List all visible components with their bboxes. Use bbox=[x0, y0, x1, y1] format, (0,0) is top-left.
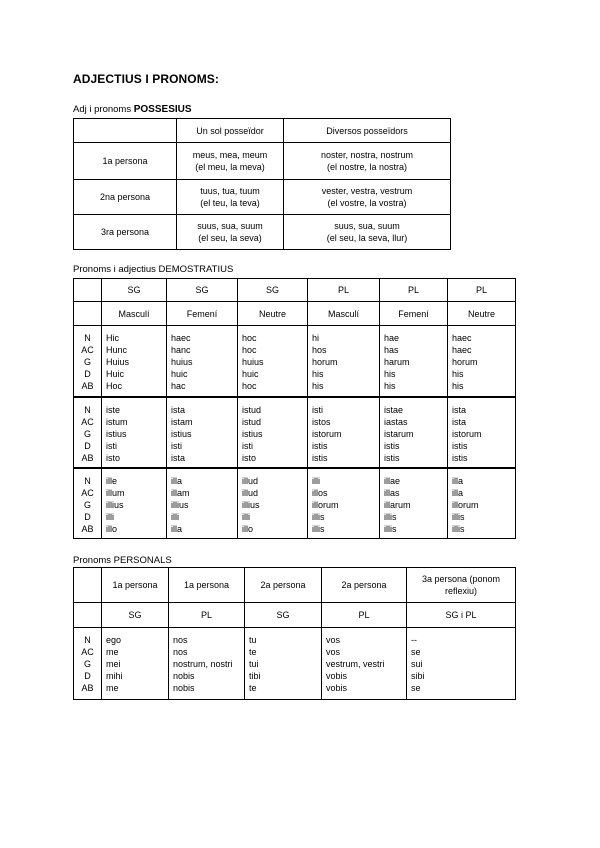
form-word: ista bbox=[452, 416, 467, 427]
demostratius-number-header: SG bbox=[238, 279, 308, 302]
case-label: N bbox=[84, 475, 91, 486]
form-word: isti bbox=[312, 404, 323, 415]
demostratius-form-cell bbox=[380, 468, 448, 539]
demostratius-form-cell bbox=[102, 468, 167, 539]
form-word: istis bbox=[452, 452, 468, 463]
form-word: istorum bbox=[452, 428, 482, 439]
demostratius-gender-header: Neutre bbox=[448, 302, 516, 326]
form-word: illud bbox=[242, 475, 259, 486]
personals-form-cell bbox=[245, 628, 322, 700]
form-word: haec bbox=[452, 333, 472, 343]
possessius-caption bbox=[73, 104, 192, 115]
form-word: istis bbox=[452, 440, 468, 451]
cell-line: vester, vestra, vestrum bbox=[321, 186, 413, 196]
case-label: N bbox=[84, 333, 91, 343]
form-word: illius bbox=[171, 499, 189, 510]
form-word: illo bbox=[242, 523, 254, 534]
form-word: nostrum, nostri bbox=[173, 659, 233, 669]
form-word: tibi bbox=[249, 671, 261, 681]
form-word: illa bbox=[171, 475, 183, 486]
form-word: tui bbox=[249, 659, 259, 669]
personals-person-header: 1a persona bbox=[169, 568, 245, 603]
personals-number-header: PL bbox=[322, 603, 407, 628]
demostratius-caption: Pronoms i adjectius DEMOSTRATIUS bbox=[73, 264, 234, 275]
demostratius-gender-header: Femení bbox=[380, 302, 448, 326]
personals-case-labels bbox=[74, 628, 102, 700]
form-word: illis bbox=[452, 523, 465, 534]
form-word: illarum bbox=[384, 499, 411, 510]
form-word: hi bbox=[312, 333, 320, 343]
form-word: horum bbox=[312, 357, 338, 367]
personals-person-header: 3a persona (ponom reflexiu) bbox=[407, 568, 516, 603]
form-word: me bbox=[106, 647, 119, 657]
form-word: Hunc bbox=[106, 345, 128, 355]
form-word: illa bbox=[171, 523, 183, 534]
possessius-cell-diversos bbox=[284, 215, 451, 250]
possessius-caption-prefix: Adj i pronoms bbox=[73, 104, 134, 115]
form-word: istarum bbox=[384, 428, 414, 439]
form-word: his bbox=[452, 381, 464, 391]
form-word: horum bbox=[452, 357, 478, 367]
cell-line: suus, sua, suum bbox=[197, 221, 263, 231]
possessius-header-blank bbox=[74, 119, 177, 143]
form-word: vobis bbox=[326, 683, 348, 693]
form-word: hanc bbox=[171, 345, 191, 355]
case-label: AB bbox=[81, 523, 94, 534]
form-word: huius bbox=[242, 357, 264, 367]
possessius-row-label: 1a persona bbox=[74, 143, 177, 180]
form-word: Hic bbox=[106, 333, 119, 343]
form-word: istud bbox=[242, 416, 262, 427]
form-word: haec bbox=[452, 345, 472, 355]
case-label: N bbox=[84, 404, 91, 415]
cell-line: suus, sua, suum bbox=[334, 221, 400, 231]
form-word: hos bbox=[312, 345, 327, 355]
form-word: ista bbox=[171, 452, 186, 463]
case-label: AC bbox=[81, 647, 94, 657]
form-word: isti bbox=[106, 440, 117, 451]
form-word: vos bbox=[326, 647, 341, 657]
personals-form-cell bbox=[102, 628, 169, 700]
demostratius-case-labels bbox=[74, 326, 102, 397]
demostratius-form-cell bbox=[238, 326, 308, 397]
form-word: Huius bbox=[106, 357, 130, 367]
possessius-cell-sol bbox=[177, 143, 284, 180]
form-word: hae bbox=[384, 333, 400, 343]
demostratius-gender-header: Femení bbox=[167, 302, 238, 326]
page-title: ADJECTIUS I PRONOMS: bbox=[73, 72, 220, 86]
case-label: AC bbox=[81, 487, 94, 498]
form-word: mihi bbox=[106, 671, 123, 681]
cell-line: (el teu, la teva) bbox=[200, 198, 260, 208]
cell-line: meus, mea, meum bbox=[192, 150, 268, 160]
form-word: illas bbox=[384, 487, 400, 498]
personals-form-cell bbox=[322, 628, 407, 700]
personals-corner bbox=[74, 603, 102, 628]
form-word: hac bbox=[171, 381, 186, 391]
demostratius-form-cell bbox=[167, 397, 238, 468]
form-word: istius bbox=[106, 428, 127, 439]
personals-number-header: SG bbox=[102, 603, 169, 628]
demostratius-form-cell bbox=[308, 397, 380, 468]
demostratius-form-cell bbox=[167, 468, 238, 539]
demostratius-form-cell bbox=[308, 326, 380, 397]
cell-line: (el vostre, la vostra) bbox=[327, 198, 407, 208]
form-word: illi bbox=[242, 511, 250, 522]
form-word: isti bbox=[242, 440, 253, 451]
demostratius-form-cell bbox=[102, 397, 167, 468]
case-label: D bbox=[84, 511, 91, 522]
form-word: illum bbox=[106, 487, 125, 498]
personals-form-cell bbox=[169, 628, 245, 700]
demostratius-number-header: PL bbox=[308, 279, 380, 302]
form-word: iste bbox=[106, 404, 121, 415]
form-word: vestrum, vestri bbox=[326, 659, 385, 669]
form-word: his bbox=[452, 369, 464, 379]
demostratius-form-cell bbox=[102, 326, 167, 397]
form-word: istis bbox=[312, 452, 328, 463]
form-word: iastas bbox=[384, 416, 408, 427]
form-word: isti bbox=[171, 440, 182, 451]
demostratius-form-cell bbox=[448, 468, 516, 539]
personals-number-header: PL bbox=[169, 603, 245, 628]
case-label: AC bbox=[81, 345, 94, 355]
form-word: illis bbox=[384, 523, 397, 534]
possessius-row-label: 3ra persona bbox=[74, 215, 177, 250]
form-word: istorum bbox=[312, 428, 342, 439]
personals-number-header: SG bbox=[245, 603, 322, 628]
form-word: istud bbox=[242, 404, 262, 415]
cell-line: (el nostre, la nostra) bbox=[326, 162, 408, 172]
personals-corner bbox=[74, 568, 102, 603]
form-word: illorum bbox=[312, 499, 339, 510]
form-word: hoc bbox=[242, 345, 257, 355]
case-label: G bbox=[83, 499, 91, 510]
form-word: his bbox=[384, 381, 396, 391]
demostratius-corner bbox=[74, 302, 102, 326]
form-word: ista bbox=[452, 404, 467, 415]
form-word: huius bbox=[171, 357, 193, 367]
possessius-caption-bold: POSSESIUS bbox=[133, 104, 192, 115]
form-word: illorum bbox=[452, 499, 479, 510]
form-word: illis bbox=[312, 511, 325, 522]
form-word: illae bbox=[384, 475, 401, 486]
possessius-header-sol: Un sol posseïdor bbox=[177, 119, 284, 143]
personals-number-header: SG i PL bbox=[407, 603, 516, 628]
demostratius-table bbox=[73, 278, 516, 539]
cell-line: tuus, tua, tuum bbox=[200, 186, 260, 196]
form-word: illius bbox=[242, 499, 260, 510]
form-word: nobis bbox=[173, 683, 195, 693]
form-word: illi bbox=[312, 475, 320, 486]
form-word: illis bbox=[312, 523, 325, 534]
form-word: ista bbox=[171, 404, 186, 415]
case-label: G bbox=[83, 357, 91, 367]
form-word: tu bbox=[249, 635, 257, 645]
form-word: illa bbox=[452, 475, 464, 486]
personals-form-cell bbox=[407, 628, 516, 700]
form-word: has bbox=[384, 345, 399, 355]
case-label: D bbox=[84, 369, 91, 379]
form-word: istam bbox=[171, 416, 193, 427]
form-word: hoc bbox=[242, 333, 257, 343]
demostratius-gender-header: Masculí bbox=[102, 302, 167, 326]
case-label: D bbox=[84, 440, 91, 451]
form-word: istis bbox=[384, 440, 400, 451]
form-word: me bbox=[106, 683, 119, 693]
form-word: illud bbox=[242, 487, 259, 498]
form-word: haec bbox=[171, 333, 191, 343]
personals-person-header: 2a persona bbox=[245, 568, 322, 603]
demostratius-form-cell bbox=[238, 468, 308, 539]
form-word: mei bbox=[106, 659, 121, 669]
form-word: se bbox=[411, 647, 421, 657]
case-label: G bbox=[83, 428, 91, 439]
form-word: illam bbox=[171, 487, 190, 498]
demostratius-number-header: SG bbox=[102, 279, 167, 302]
form-word: nos bbox=[173, 647, 188, 657]
form-word: illi bbox=[106, 511, 114, 522]
form-word: vobis bbox=[326, 671, 348, 681]
form-word: istius bbox=[242, 428, 263, 439]
possessius-table bbox=[73, 118, 451, 250]
form-word: istius bbox=[171, 428, 192, 439]
form-word: sui bbox=[411, 659, 423, 669]
form-word: huic bbox=[171, 369, 188, 379]
demostratius-form-cell bbox=[167, 326, 238, 397]
demostratius-number-header: SG bbox=[167, 279, 238, 302]
form-word: te bbox=[249, 647, 257, 657]
demostratius-form-cell bbox=[380, 397, 448, 468]
form-word: illa bbox=[452, 487, 464, 498]
form-word: Hoc bbox=[106, 381, 123, 391]
form-word: ille bbox=[106, 475, 118, 486]
form-word: his bbox=[384, 369, 396, 379]
demostratius-corner bbox=[74, 279, 102, 302]
form-word: nos bbox=[173, 635, 188, 645]
form-word: vos bbox=[326, 635, 341, 645]
demostratius-gender-header: Neutre bbox=[238, 302, 308, 326]
form-word: illius bbox=[106, 499, 124, 510]
form-word: isto bbox=[106, 452, 121, 463]
personals-caption: Pronoms PERSONALS bbox=[73, 555, 172, 566]
form-word: Huic bbox=[106, 369, 125, 379]
form-word: sibi bbox=[411, 671, 425, 681]
cell-line: (el meu, la meva) bbox=[195, 162, 265, 172]
case-label: N bbox=[84, 635, 91, 645]
case-label: G bbox=[83, 659, 91, 669]
case-label: AB bbox=[81, 381, 94, 391]
personals-person-header: 2a persona bbox=[322, 568, 407, 603]
possessius-row-label: 2na persona bbox=[74, 180, 177, 215]
form-word: harum bbox=[384, 357, 410, 367]
case-label: AB bbox=[81, 452, 94, 463]
case-label: AB bbox=[81, 683, 94, 693]
personals-table bbox=[73, 567, 516, 700]
form-word: -- bbox=[411, 635, 417, 645]
form-word: isto bbox=[242, 452, 257, 463]
demostratius-case-labels bbox=[74, 468, 102, 539]
cell-line: (el seu, la seva) bbox=[198, 233, 262, 243]
demostratius-gender-header: Masculí bbox=[308, 302, 380, 326]
form-word: illi bbox=[171, 511, 179, 522]
demostratius-form-cell bbox=[238, 397, 308, 468]
case-label: AC bbox=[81, 416, 94, 427]
form-word: ego bbox=[106, 635, 122, 645]
form-word: se bbox=[411, 683, 421, 693]
form-word: istis bbox=[384, 452, 400, 463]
form-word: illo bbox=[106, 523, 118, 534]
cell-line: (el seu, la seva, llur) bbox=[326, 233, 408, 243]
form-word: his bbox=[312, 381, 324, 391]
demostratius-number-header: PL bbox=[380, 279, 448, 302]
case-label: D bbox=[84, 671, 91, 681]
form-word: te bbox=[249, 683, 257, 693]
possessius-cell-diversos bbox=[284, 180, 451, 215]
demostratius-form-cell bbox=[380, 326, 448, 397]
cell-line: noster, nostra, nostrum bbox=[320, 150, 414, 160]
form-word: nobis bbox=[173, 671, 195, 681]
form-word: hoc bbox=[242, 381, 257, 391]
form-word: illis bbox=[384, 511, 397, 522]
demostratius-form-cell bbox=[448, 397, 516, 468]
demostratius-form-cell bbox=[308, 468, 380, 539]
personals-person-header: 1a persona bbox=[102, 568, 169, 603]
form-word: illis bbox=[452, 511, 465, 522]
possessius-cell-sol bbox=[177, 215, 284, 250]
demostratius-number-header: PL bbox=[448, 279, 516, 302]
possessius-cell-diversos bbox=[284, 143, 451, 180]
form-word: istis bbox=[312, 440, 328, 451]
demostratius-case-labels bbox=[74, 397, 102, 468]
demostratius-form-cell bbox=[448, 326, 516, 397]
form-word: huic bbox=[242, 369, 259, 379]
form-word: illos bbox=[312, 487, 328, 498]
possessius-cell-sol bbox=[177, 180, 284, 215]
form-word: istum bbox=[106, 416, 128, 427]
form-word: istae bbox=[384, 404, 404, 415]
form-word: istos bbox=[312, 416, 331, 427]
possessius-header-diversos: Diversos posseïdors bbox=[284, 119, 451, 143]
form-word: his bbox=[312, 369, 324, 379]
